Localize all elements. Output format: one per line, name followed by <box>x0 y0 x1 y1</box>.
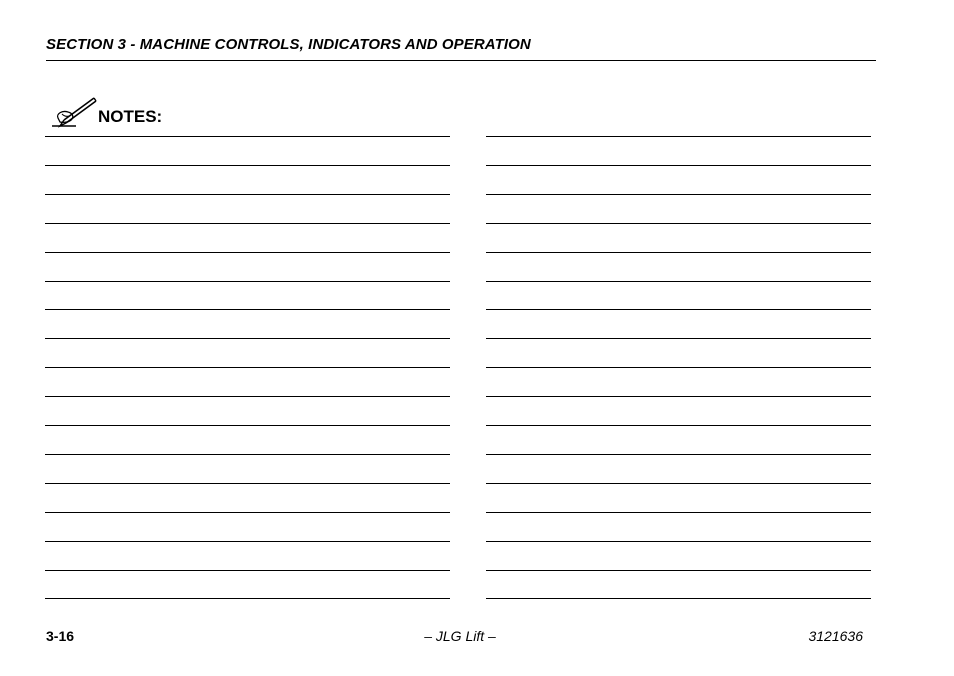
page-number: 3-16 <box>46 628 75 644</box>
footer-brand: – JLG Lift – <box>424 628 496 644</box>
note-line-right <box>486 483 871 484</box>
note-line-left <box>45 252 450 253</box>
note-line-left <box>45 541 450 542</box>
note-line-right <box>486 136 871 137</box>
note-line-left <box>45 570 450 571</box>
note-line-right <box>486 541 871 542</box>
header-rule <box>46 60 876 61</box>
note-line-right <box>486 425 871 426</box>
note-line-right <box>486 252 871 253</box>
note-line-right <box>486 165 871 166</box>
note-line-right <box>486 338 871 339</box>
note-line-left <box>45 338 450 339</box>
note-line-left <box>45 454 450 455</box>
note-line-right <box>486 281 871 282</box>
note-line-left <box>45 512 450 513</box>
section-title: SECTION 3 - MACHINE CONTROLS, INDICATORS AND OPERATION <box>46 36 531 53</box>
note-line-right <box>486 454 871 455</box>
note-line-right <box>486 598 871 599</box>
note-line-right <box>486 223 871 224</box>
note-line-left <box>45 165 450 166</box>
document-number: 3121636 <box>808 628 863 644</box>
note-line-left <box>45 194 450 195</box>
note-line-right <box>486 570 871 571</box>
note-line-left <box>45 136 450 137</box>
note-line-left <box>45 367 450 368</box>
note-line-right <box>486 194 871 195</box>
note-line-right <box>486 309 871 310</box>
note-line-left <box>45 483 450 484</box>
note-line-right <box>486 396 871 397</box>
note-line-left <box>45 309 450 310</box>
note-line-left <box>45 223 450 224</box>
note-line-right <box>486 367 871 368</box>
notes-heading <box>50 96 162 128</box>
note-line-left <box>45 281 450 282</box>
note-line-right <box>486 512 871 513</box>
pencil-writing-icon <box>50 96 98 128</box>
note-line-left <box>45 425 450 426</box>
note-line-left <box>45 598 450 599</box>
notes-label: NOTES: <box>98 107 163 126</box>
note-line-left <box>45 396 450 397</box>
